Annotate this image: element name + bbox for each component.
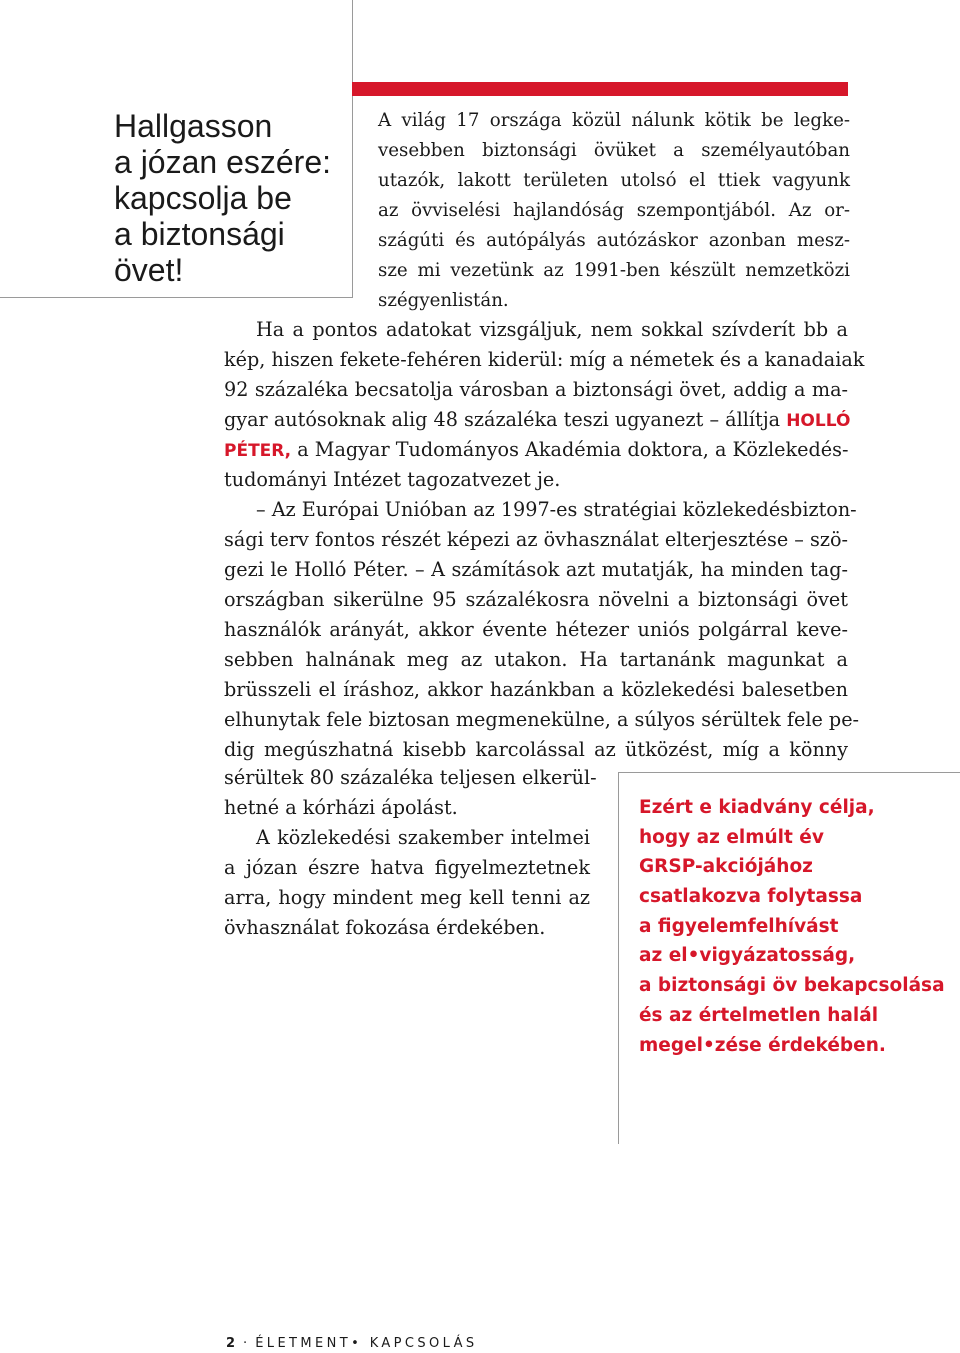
body-line: gezi le Holló Péter. – A számítások azt mutatják, ha minden tag- xyxy=(224,558,848,581)
callout-line: az el•vigyázatosság, xyxy=(639,945,856,967)
callout-line: GRSP-akciójához xyxy=(639,856,813,878)
body-line: dig megúszhatná kisebb karcolással az ütközést, míg a könny xyxy=(224,738,848,761)
body-line: a józan észre hatva figyelmeztetnek xyxy=(224,856,590,879)
body-line-with-name xyxy=(224,435,848,465)
callout-frame-vertical xyxy=(618,772,619,1144)
publication-title: ÉLETMENT• KAPCSOLÁS xyxy=(255,1336,478,1351)
body-line: sebben halnának meg az utakon. Ha tartanánk magunkat a xyxy=(224,648,848,671)
intro-line: sze mi vezetünk az 1991-ben készült nemzetközi xyxy=(378,260,850,281)
person-name-first: HOLLÓ xyxy=(786,411,851,431)
person-name-last: PÉTER, xyxy=(224,441,292,461)
intro-line: az övviselési hajlandóság szempontjából. Az or- xyxy=(378,200,850,221)
page-footer xyxy=(226,1336,478,1351)
body-line-text: gyar autósoknak alig 48 százaléka teszi ugyanezt – állítja xyxy=(224,408,787,431)
intro-line: szágúti és autópályás autózáskor azonban mesz- xyxy=(378,230,850,251)
callout-line: hogy az elmúlt év xyxy=(639,826,824,848)
body-line: Ha a pontos adatokat vizsgáljuk, nem sokkal szívderít bb a xyxy=(256,318,848,341)
body-text-narrow xyxy=(224,763,597,943)
body-line-text: a Magyar Tudományos Akadémia doktora, a Közlekedés- xyxy=(291,438,849,461)
intro-paragraph xyxy=(378,106,850,316)
callout-line: a figyelemfelhívást xyxy=(639,915,839,937)
red-accent-bar xyxy=(352,82,848,96)
body-line: A közlekedési szakember intelmei xyxy=(256,826,590,849)
intro-line: utazók, lakott területen utolsó el ttiek vagyunk xyxy=(378,170,850,191)
body-text xyxy=(224,315,865,765)
body-line: kép, hiszen fekete-fehéren kiderül: míg a németek és a kanadaiak xyxy=(224,348,865,371)
body-line: 92 százaléka becsatolja városban a biztonsági övet, addig a ma- xyxy=(224,378,848,401)
intro-line: A világ 17 országa közül nálunk kötik be legke- xyxy=(378,110,850,131)
body-line: övhasználat fokozása érdekében. xyxy=(224,916,546,939)
body-line: hetné a kórházi ápolást. xyxy=(224,796,458,819)
callout-box xyxy=(639,793,949,1060)
headline-line: a józan eszére: xyxy=(114,144,332,180)
intro-line: szégyenlistán. xyxy=(378,290,509,311)
body-line: – Az Európai Unióban az 1997-es stratégiai közlekedésbizton- xyxy=(256,498,857,521)
footer-separator: · xyxy=(243,1336,248,1351)
headline-line: Hallgasson xyxy=(114,108,273,144)
intro-line: vesebben biztonsági övüket a személyautóban xyxy=(378,140,850,161)
top-left-frame-horizontal xyxy=(0,297,353,298)
callout-line: a biztonsági öv bekapcsolása xyxy=(639,975,945,997)
callout-line: és az értelmetlen halál xyxy=(639,1004,879,1026)
body-line: tudományi Intézet tagozatvezet je. xyxy=(224,468,561,491)
headline-line: a biztonsági xyxy=(114,216,285,252)
headline xyxy=(114,108,350,288)
body-line: arra, hogy mindent meg kell tenni az xyxy=(224,886,590,909)
callout-line: Ezért e kiadvány célja, xyxy=(639,797,875,818)
callout-frame-horizontal xyxy=(618,772,960,773)
body-line: elhunytak fele biztosan megmenekülne, a súlyos sérültek fele pe- xyxy=(224,708,860,731)
body-line: sérültek 80 százaléka teljesen elkerül- xyxy=(224,766,597,789)
body-line-with-name xyxy=(224,405,851,435)
callout-line: csatlakozva folytassa xyxy=(639,886,863,908)
page-number: 2 xyxy=(226,1336,236,1351)
callout-line: megel•zése érdekében. xyxy=(639,1034,886,1056)
headline-line: övet! xyxy=(114,252,184,288)
body-line: brüsszeli el íráshoz, akkor hazánkban a közlekedési balesetben xyxy=(224,678,848,701)
body-line: országban sikerülne 95 százalékosra növelni a biztonsági övet xyxy=(224,588,848,611)
body-line: használók arányát, akkor évente hétezer uniós polgárral keve- xyxy=(224,618,848,641)
top-left-frame-vertical xyxy=(352,0,353,298)
headline-line: kapcsolja be xyxy=(114,180,292,216)
body-line: sági terv fontos részét képezi az övhasználat elterjesztése – szö- xyxy=(224,528,848,551)
